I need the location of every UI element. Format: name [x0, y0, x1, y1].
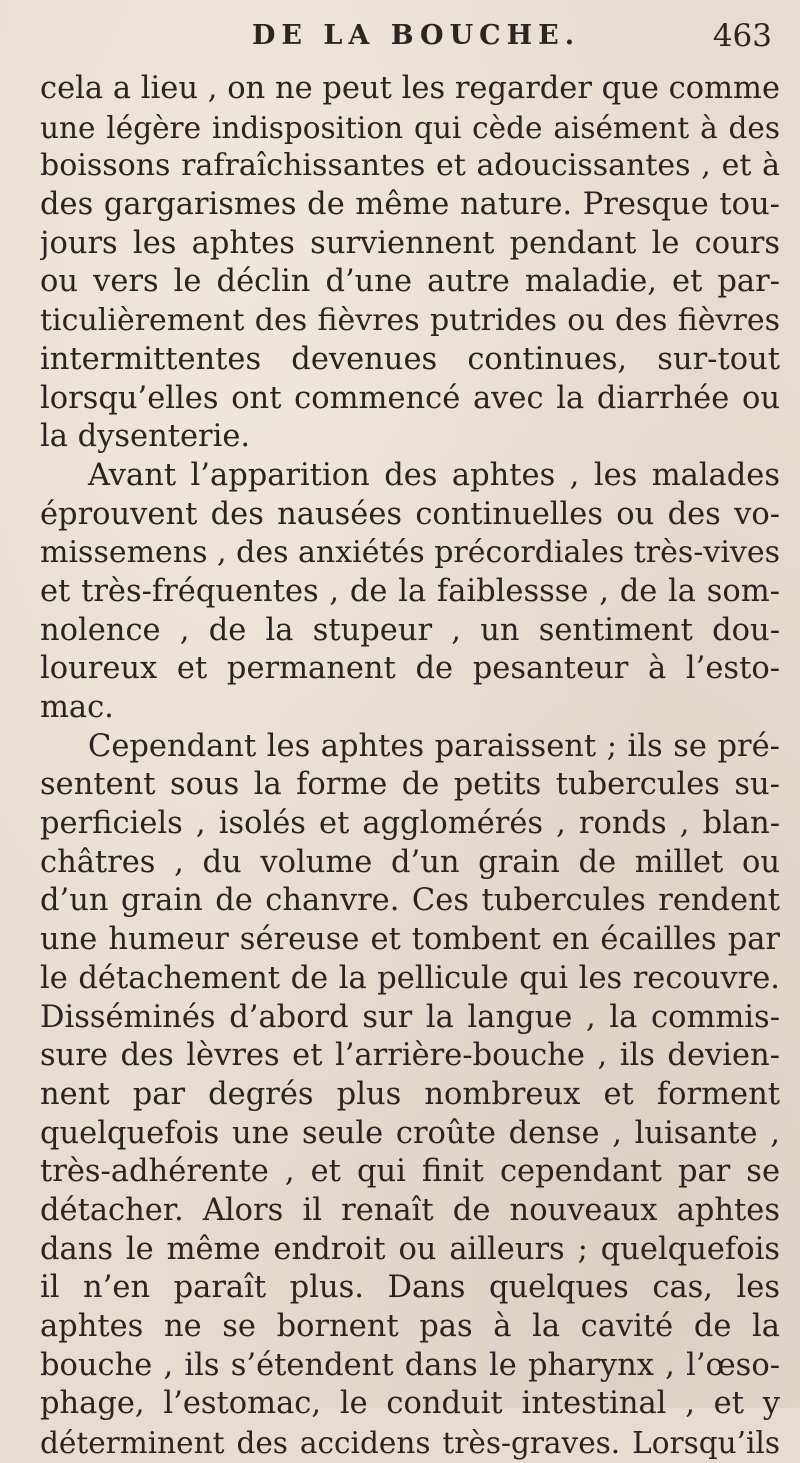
text-line: phage, l’estomac, le conduit intestinal , et y — [40, 1386, 780, 1422]
text-line: nent par degrés plus nombreux et forment — [40, 1076, 780, 1112]
text-line: cela a lieu , on ne peut les regarder que comme — [40, 71, 780, 106]
text-line: intermittentes devenues continues, sur-tout — [40, 341, 780, 377]
body-text — [40, 70, 780, 1463]
text-line: sentent sous la forme de petits tubercules su- — [40, 767, 780, 803]
text-line: bouche , ils s’étendent dans le pharynx , l’œso- — [40, 1347, 780, 1383]
text-line: perficiels , isolés et agglomérés , ronds , blan- — [40, 806, 780, 842]
text-line: il n’en paraît plus. Dans quelques cas, les — [40, 1270, 780, 1306]
text-line: une humeur séreuse et tombent en écailles par — [40, 922, 780, 958]
running-title: DE LA BOUCHE. — [252, 20, 581, 51]
text-line: la dysenterie. — [40, 419, 251, 455]
text-line: loureux et permanent de pesanteur à l’esto- — [40, 651, 780, 687]
running-head — [0, 18, 800, 58]
text-line: Avant l’apparition des aphtes , les malades — [88, 457, 780, 493]
text-line: ou vers le déclin d’une autre maladie, et par- — [40, 264, 780, 300]
text-line: une légère indisposition qui cède aisément à des — [40, 110, 780, 145]
text-line: éprouvent des nausées continuelles ou des vo- — [40, 496, 780, 532]
text-line: Cependant les aphtes paraissent ; ils se pré- — [88, 728, 780, 764]
text-line: dans le même endroit ou ailleurs ; quelquefois — [40, 1231, 780, 1267]
text-line: d’un grain de chanvre. Ces tubercules rendent — [40, 883, 780, 919]
text-line: ticulièrement des fièvres putrides ou des fièvres — [40, 303, 780, 339]
text-line: Disséminés d’abord sur la langue , la commis- — [40, 999, 780, 1035]
text-line: le détachement de la pellicule qui les recouvre. — [40, 960, 780, 996]
text-line: mac. — [40, 690, 114, 725]
text-line: déterminent des accidens très-graves. Lorsqu’ils — [40, 1426, 780, 1461]
text-line: boissons rafraîchissantes et adoucissantes , et à — [40, 148, 780, 184]
text-line: nolence , de la stupeur , un sentiment dou- — [40, 612, 780, 648]
text-line: quelquefois une seule croûte dense , luisante , — [40, 1115, 780, 1151]
text-line: détacher. Alors il renaît de nouveaux aphtes — [40, 1192, 780, 1228]
text-line: lorsqu’elles ont commencé avec la diarrhée ou — [40, 380, 780, 416]
text-line: et très-fréquentes , de la faiblessse , de la som- — [40, 573, 780, 609]
text-line: très-adhérente , et qui finit cependant par se — [40, 1154, 780, 1190]
text-line: des gargarismes de même nature. Presque tou- — [40, 187, 780, 223]
text-line: châtres , du volume d’un grain de millet ou — [40, 844, 780, 880]
text-line: sure des lèvres et l’arrière-bouche , ils devien- — [40, 1038, 780, 1074]
text-line: aphtes ne se bornent pas à la cavité de la — [40, 1309, 780, 1344]
text-line: jours les aphtes surviennent pendant le cours — [40, 225, 780, 261]
text-line: missemens , des anxiétés précordiales très-vives — [40, 535, 780, 571]
page-number: 463 — [712, 18, 772, 54]
